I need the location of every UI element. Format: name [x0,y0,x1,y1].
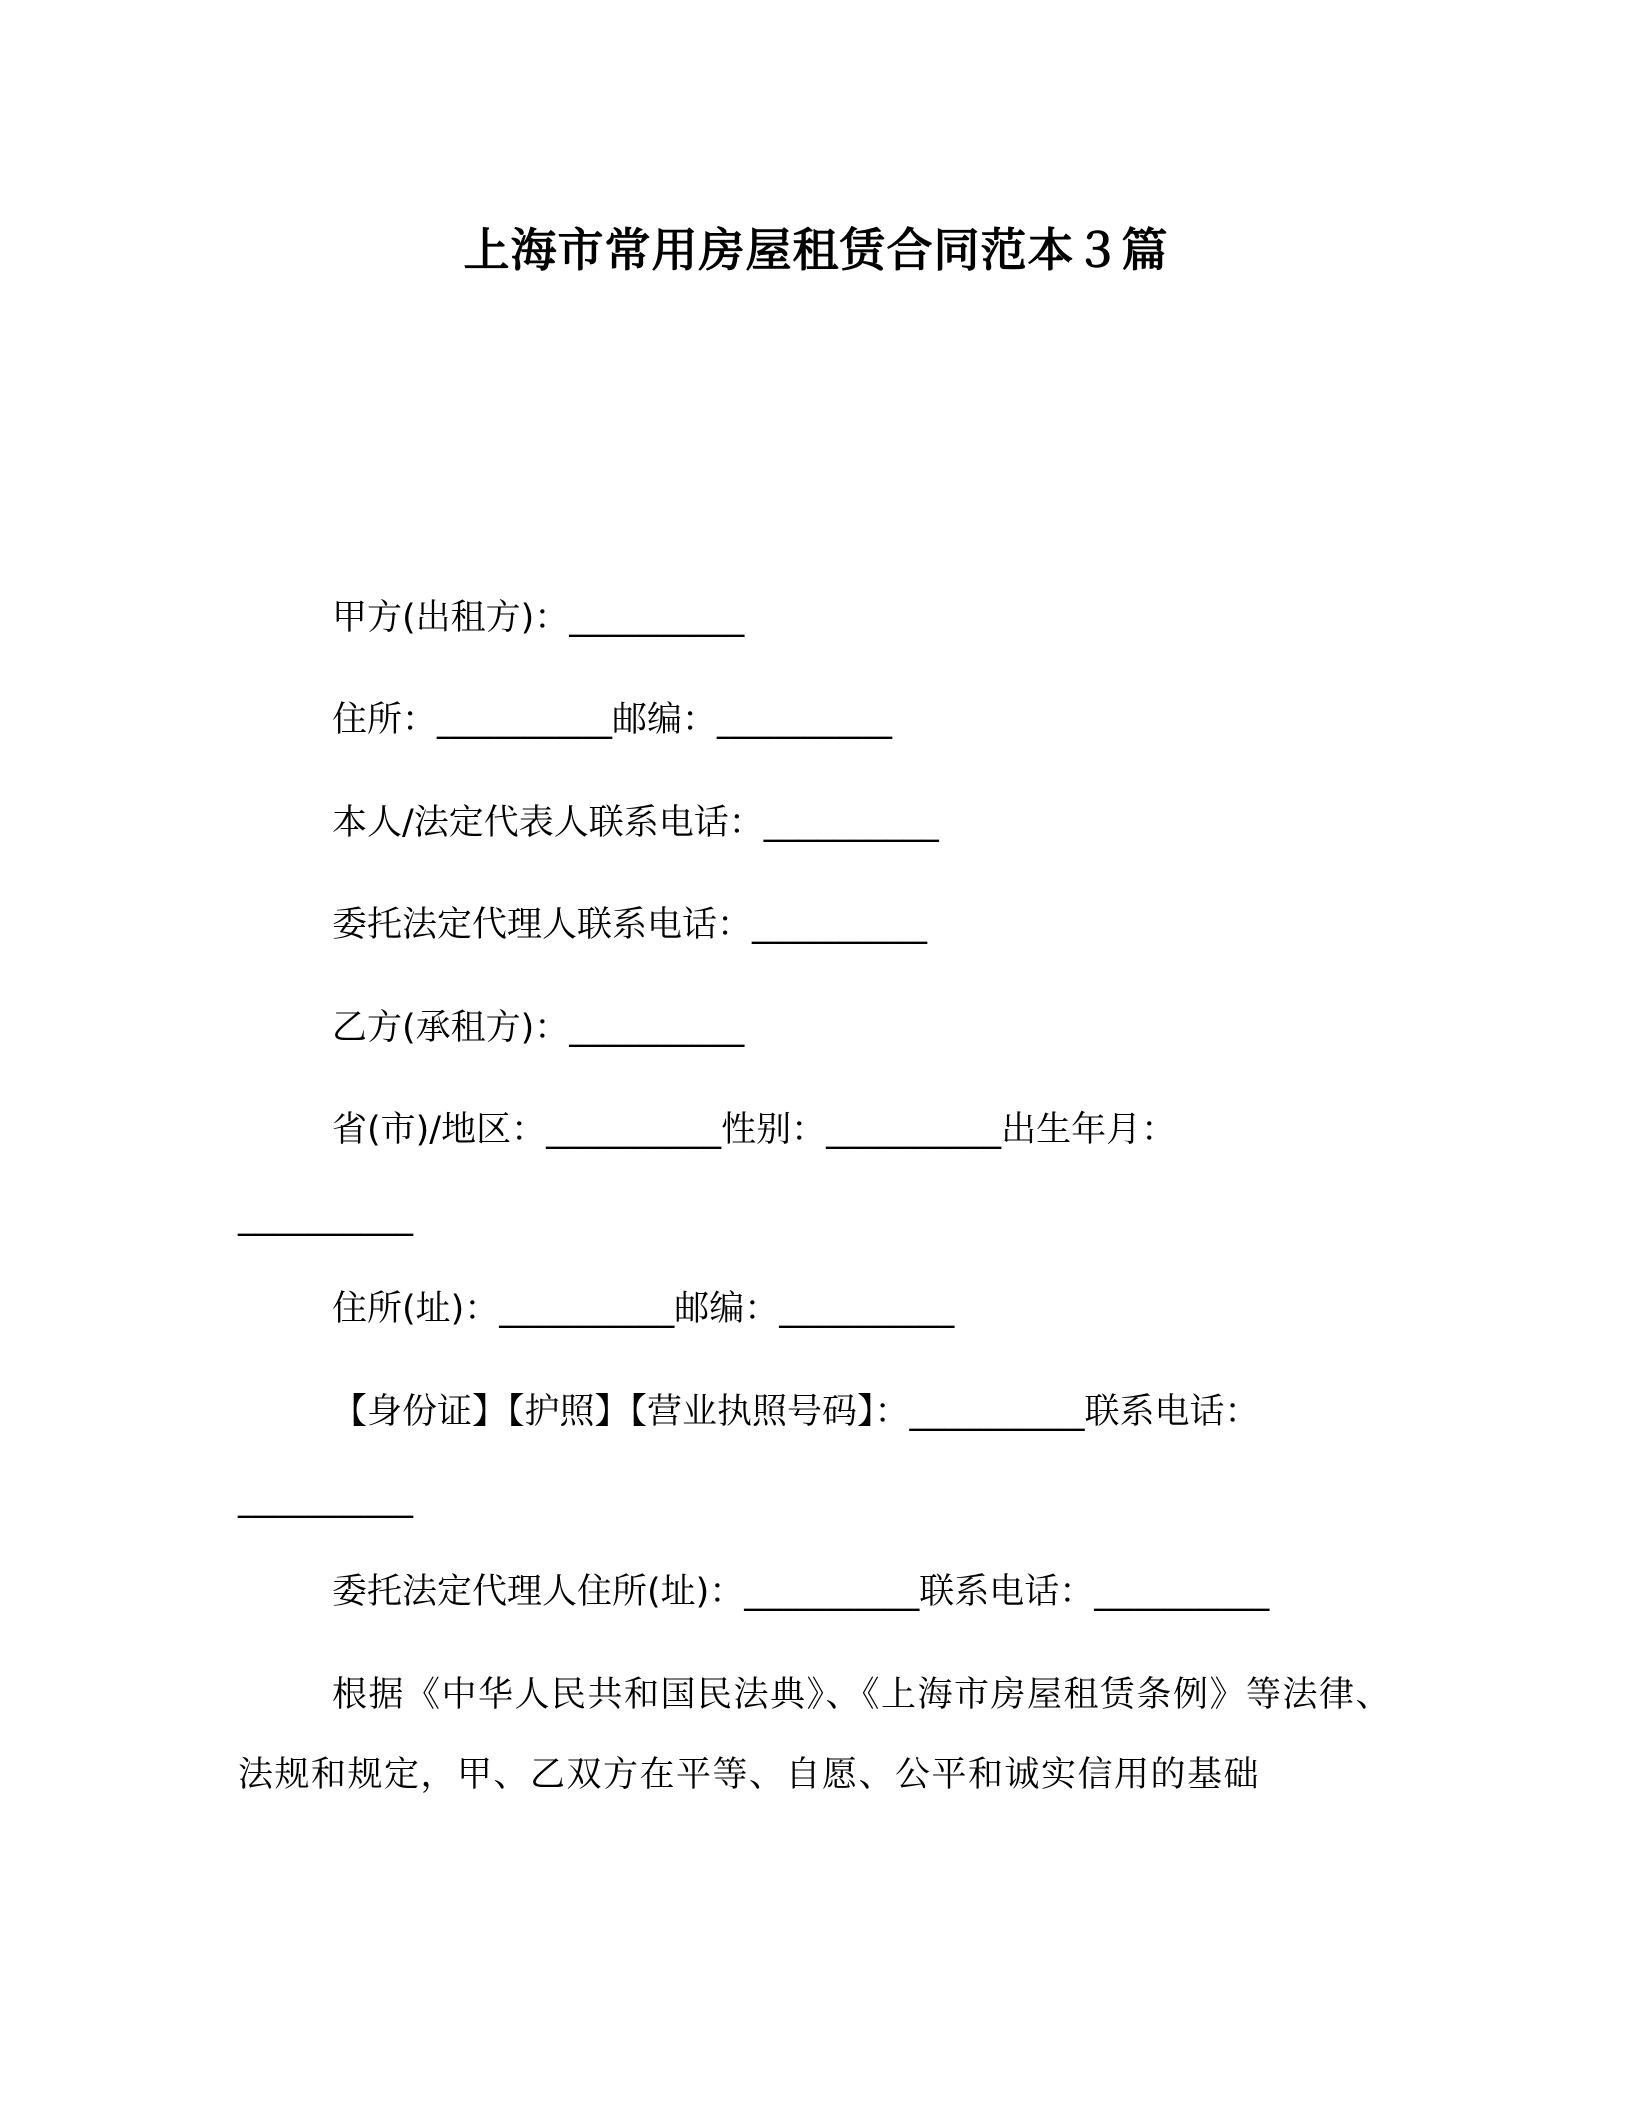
field-party-a-agent-phone: 委托法定代理人联系电话：__________ [332,905,928,945]
field-party-b-id-continued: __________ [238,1479,413,1519]
field-party-a-legal-phone: 本人/法定代表人联系电话：__________ [332,803,939,843]
field-party-b-address: 住所(址)：__________邮编：__________ [332,1289,955,1329]
contract-preamble: 根据《中华人民共和国民法典》、《上海市房屋租赁条例》等法律、法规和规定，甲、乙双方在平等、自愿、公平和诚实信用的基础 [238,1675,1393,1795]
field-party-b-agent-address: 委托法定代理人住所(址)：__________联系电话：__________ [332,1572,1270,1612]
field-party-b-region-continued: __________ [238,1197,413,1237]
field-party-a: 甲方(出租方)：__________ [332,598,745,638]
field-party-b-id: 【身份证】【护照】【营业执照号码】：__________联系电话： [332,1392,1260,1432]
field-party-b-region: 省(市)/地区：__________性别：__________出生年月： [332,1110,1177,1150]
field-party-a-address: 住所：__________邮编：__________ [332,700,893,740]
document-title: 上海市常用房屋租赁合同范本３篇 [463,223,1169,277]
field-party-b: 乙方(承租方)：__________ [332,1008,745,1048]
